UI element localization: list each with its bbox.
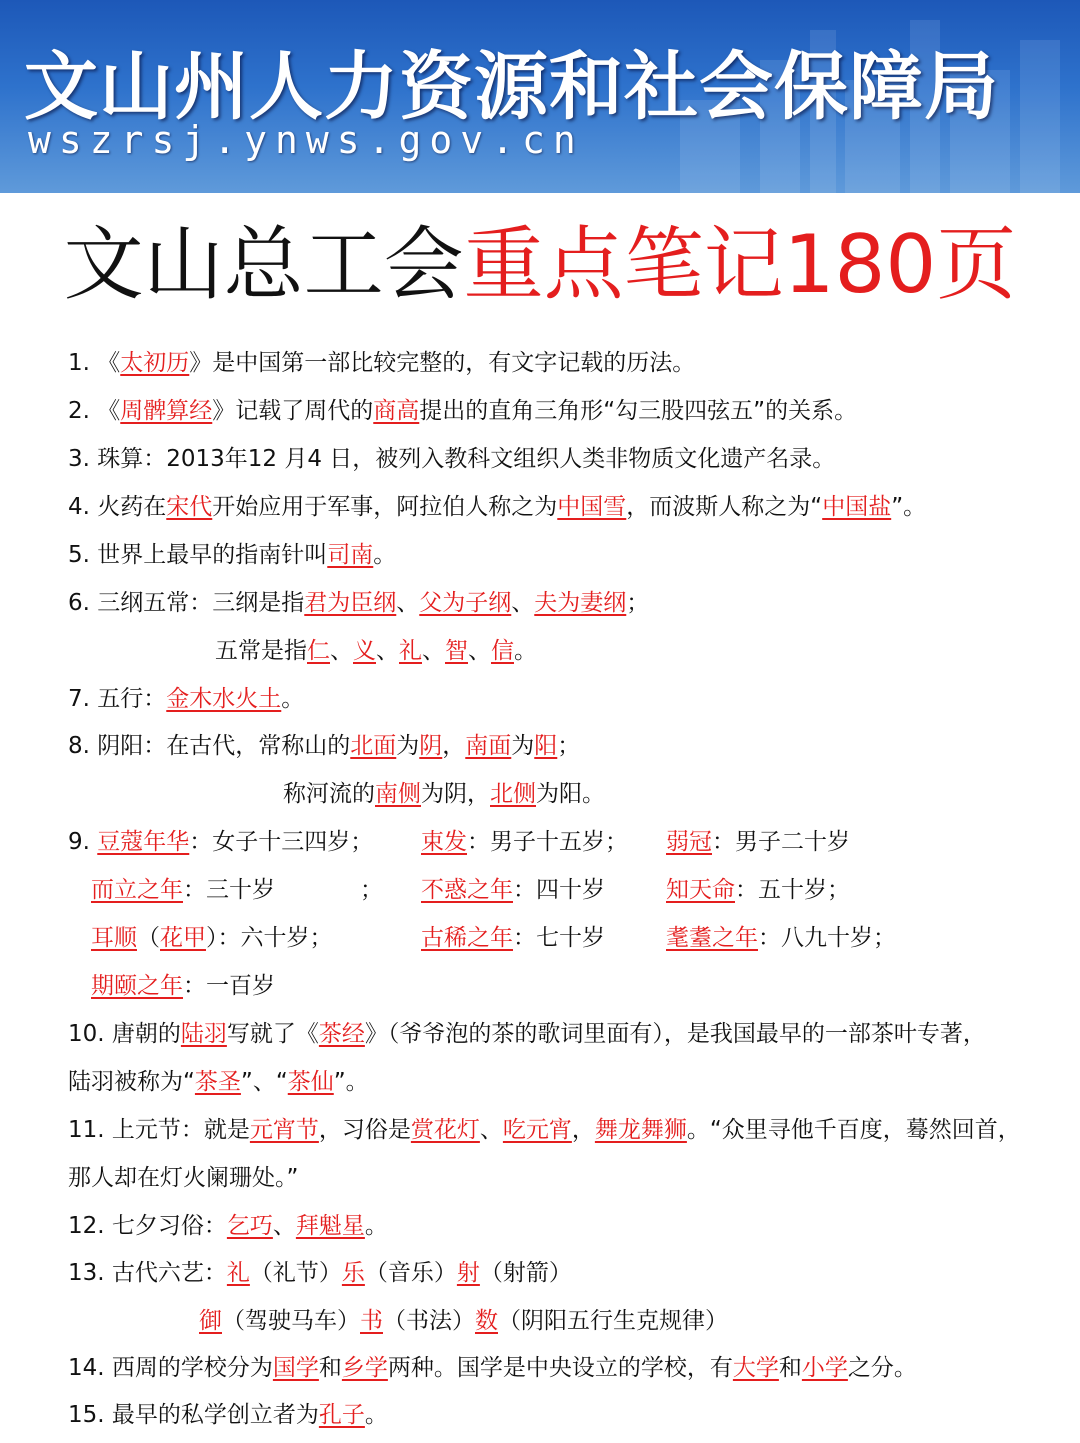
text: 14. 西周的学校分为 <box>68 1355 273 1381</box>
keyword: 周髀算经 <box>120 398 213 424</box>
text: ：女子十三四岁； <box>189 829 374 855</box>
keyword: 太初历 <box>120 350 190 376</box>
keyword: 北侧 <box>490 781 536 807</box>
text: 7. 五行： <box>68 686 167 712</box>
text: 称河流的 <box>283 781 375 807</box>
keyword: 智 <box>445 638 468 664</box>
text: 2. 《 <box>68 398 121 424</box>
text: ； <box>360 877 383 903</box>
note-item-11-line-1 <box>68 1115 1021 1145</box>
title-red-part: 重点笔记180页 <box>463 218 1017 311</box>
text: ， <box>571 1117 595 1143</box>
text: 》（爷爷泡的茶的歌词里面有），是我国最早的一部茶叶专著， <box>364 1021 986 1047</box>
text: ，而波斯人称之为“ <box>626 494 823 520</box>
text: 》是中国第一部比较完整的，有文字记载的历法。 <box>189 350 696 376</box>
keyword: 耳顺 <box>91 925 137 951</box>
note-item-8-line-1 <box>68 731 580 761</box>
text: ：三十岁 <box>183 877 275 903</box>
text: 。 <box>364 1213 388 1239</box>
note-item-6-line-1 <box>68 588 649 618</box>
text: ：四十岁 <box>513 877 605 903</box>
text: 。 <box>364 1402 388 1428</box>
text: 陆羽被称为“ <box>68 1069 195 1095</box>
text: 开始应用于军事，阿拉伯人称之为 <box>212 494 558 520</box>
text: 为 <box>511 733 535 759</box>
bureau-name: 文山州人力资源和社会保障局 <box>24 44 999 130</box>
keyword: 孔子 <box>318 1402 365 1428</box>
text: 写就了《 <box>226 1021 319 1047</box>
note-item-9-r2c1 <box>91 875 275 905</box>
text: 两种。国学是中央设立的学校，有 <box>387 1355 733 1381</box>
keyword: 茶经 <box>318 1021 365 1047</box>
text: ：一百岁 <box>183 973 275 999</box>
keyword: 耄耋之年 <box>666 925 758 951</box>
text: 6. 三纲五常：三纲是指 <box>68 590 305 616</box>
text: （书法） <box>383 1308 475 1334</box>
note-item-9-r3c1 <box>91 923 333 953</box>
text: ； <box>557 733 581 759</box>
header-banner <box>0 0 1080 193</box>
keyword: 茶仙 <box>287 1069 334 1095</box>
note-item-4 <box>68 492 926 522</box>
note-item-13-line-1 <box>68 1258 572 1288</box>
note-item-9-r1c3 <box>666 827 850 857</box>
text: 10. 唐朝的 <box>68 1021 181 1047</box>
keyword: 大学 <box>732 1355 779 1381</box>
text: 5. 世界上最早的指南针叫 <box>68 542 328 568</box>
keyword: 数 <box>475 1308 498 1334</box>
keyword: 南面 <box>465 733 512 759</box>
keyword: 御 <box>199 1308 222 1334</box>
text: 。 <box>373 542 397 568</box>
text: 11. 上元节：就是 <box>68 1117 250 1143</box>
text: 、 <box>511 590 535 616</box>
keyword: 陆羽 <box>180 1021 227 1047</box>
text: ：男子十五岁； <box>467 829 628 855</box>
keyword: 礼 <box>226 1260 250 1286</box>
keyword: 父为子纲 <box>419 590 512 616</box>
text: 、 <box>330 638 353 664</box>
text: ，习俗是 <box>318 1117 411 1143</box>
text: （阴阳五行生克规律） <box>498 1308 728 1334</box>
keyword: 古稀之年 <box>421 925 513 951</box>
note-item-3 <box>68 444 835 474</box>
note-item-14 <box>68 1353 917 1383</box>
text: ：八九十岁； <box>758 925 896 951</box>
keyword: 国学 <box>272 1355 319 1381</box>
text: 五常是指 <box>215 638 307 664</box>
text: 8. 阴阳：在古代，常称山的 <box>68 733 351 759</box>
note-item-9-r2c1-semicolon <box>360 875 383 905</box>
text: 和 <box>318 1355 342 1381</box>
keyword: 司南 <box>327 542 374 568</box>
keyword: 知天命 <box>666 877 735 903</box>
keyword: 茶圣 <box>194 1069 241 1095</box>
note-item-9-r2c3 <box>666 875 850 905</box>
text: 、 <box>479 1117 503 1143</box>
note-item-6-line-2 <box>215 636 537 666</box>
keyword: 豆蔻年华 <box>97 829 190 855</box>
keyword: 商高 <box>373 398 420 424</box>
keyword: 阴 <box>419 733 443 759</box>
note-item-13-line-2 <box>199 1306 728 1336</box>
note-item-7 <box>68 684 304 714</box>
note-item-12 <box>68 1211 388 1241</box>
page-title <box>0 215 1080 315</box>
text: 15. 最早的私学创立者为 <box>68 1402 319 1428</box>
keyword: 夫为妻纲 <box>534 590 627 616</box>
text: 为 <box>396 733 420 759</box>
keyword: 期颐之年 <box>91 973 183 999</box>
note-item-1 <box>68 348 695 378</box>
text: 和 <box>778 1355 802 1381</box>
text: 》记载了周代的 <box>212 398 374 424</box>
keyword: 小学 <box>801 1355 848 1381</box>
text: 3. 珠算：2013年12 月4 日，被列入教科文组织人类非物质文化遗产名录。 <box>68 446 836 472</box>
text: 4. 火药在 <box>68 494 167 520</box>
text: ：七十岁 <box>513 925 605 951</box>
text: 、 <box>272 1213 296 1239</box>
text: 之分。 <box>847 1355 917 1381</box>
keyword: 义 <box>353 638 376 664</box>
text: （射箭） <box>479 1260 572 1286</box>
text: 13. 古代六艺： <box>68 1260 227 1286</box>
keyword: 北面 <box>350 733 397 759</box>
text: 提出的直角三角形“勾三股四弦五”的关系。 <box>419 398 858 424</box>
keyword: 赏花灯 <box>410 1117 480 1143</box>
note-item-9-r3c3 <box>666 923 896 953</box>
text: ”、“ <box>240 1069 288 1095</box>
note-item-8-line-2 <box>283 779 605 809</box>
text: （驾驶马车） <box>222 1308 360 1334</box>
keyword: 中国盐 <box>822 494 892 520</box>
keyword: 而立之年 <box>91 877 183 903</box>
keyword: 拜魁星 <box>295 1213 365 1239</box>
text: ”。 <box>333 1069 369 1095</box>
text: 、 <box>376 638 399 664</box>
note-item-9-r2c2 <box>421 875 605 905</box>
title-black-part: 文山总工会 <box>63 218 464 311</box>
keyword: 不惑之年 <box>421 877 513 903</box>
note-item-10-line-1 <box>68 1019 986 1049</box>
note-item-9-r4c1 <box>91 971 275 1001</box>
text: 。 <box>514 638 537 664</box>
keyword: 阳 <box>534 733 558 759</box>
text: 1. 《 <box>68 350 121 376</box>
note-item-9-r1c1 <box>68 827 373 857</box>
keyword: 束发 <box>421 829 467 855</box>
note-item-10-line-2 <box>68 1067 369 1097</box>
text: ）：六十岁； <box>206 925 333 951</box>
keyword: 金木水火土 <box>166 686 282 712</box>
text: 12. 七夕习俗： <box>68 1213 227 1239</box>
note-item-9-r1c2 <box>421 827 628 857</box>
keyword: 花甲 <box>160 925 206 951</box>
text: 为阳。 <box>536 781 605 807</box>
text: 、 <box>396 590 420 616</box>
text: 。 <box>281 686 305 712</box>
text: 为阴， <box>421 781 490 807</box>
text: 、 <box>468 638 491 664</box>
keyword: 仁 <box>307 638 330 664</box>
keyword: 中国雪 <box>557 494 627 520</box>
text: ； <box>626 590 650 616</box>
text: 那人却在灯火阑珊处。” <box>68 1165 299 1191</box>
keyword: 元宵节 <box>249 1117 319 1143</box>
keyword: 礼 <box>399 638 422 664</box>
note-item-9-r3c2 <box>421 923 605 953</box>
note-item-11-line-2 <box>68 1163 298 1193</box>
note-item-15 <box>68 1400 388 1430</box>
text: ：男子二十岁 <box>712 829 850 855</box>
keyword: 书 <box>360 1308 383 1334</box>
keyword: 君为臣纲 <box>304 590 397 616</box>
note-item-2 <box>68 396 857 426</box>
keyword: 信 <box>491 638 514 664</box>
keyword: 宋代 <box>166 494 213 520</box>
note-item-5 <box>68 540 396 570</box>
text: （音乐） <box>364 1260 457 1286</box>
text: 、 <box>422 638 445 664</box>
text: （ <box>137 925 160 951</box>
keyword: 乡学 <box>341 1355 388 1381</box>
text: 。“众里寻他千百度，蓦然回首， <box>686 1117 1021 1143</box>
text: ：五十岁； <box>735 877 850 903</box>
text: ， <box>442 733 466 759</box>
keyword: 舞龙舞狮 <box>594 1117 687 1143</box>
keyword: 吃元宵 <box>502 1117 572 1143</box>
keyword: 射 <box>456 1260 480 1286</box>
bureau-url: wszrsj.ynws.gov.cn <box>28 118 584 162</box>
text: （礼节） <box>249 1260 342 1286</box>
keyword: 南侧 <box>375 781 421 807</box>
text: ”。 <box>891 494 927 520</box>
text: 9. <box>68 829 98 855</box>
keyword: 乞巧 <box>226 1213 273 1239</box>
keyword: 乐 <box>341 1260 365 1286</box>
keyword: 弱冠 <box>666 829 712 855</box>
